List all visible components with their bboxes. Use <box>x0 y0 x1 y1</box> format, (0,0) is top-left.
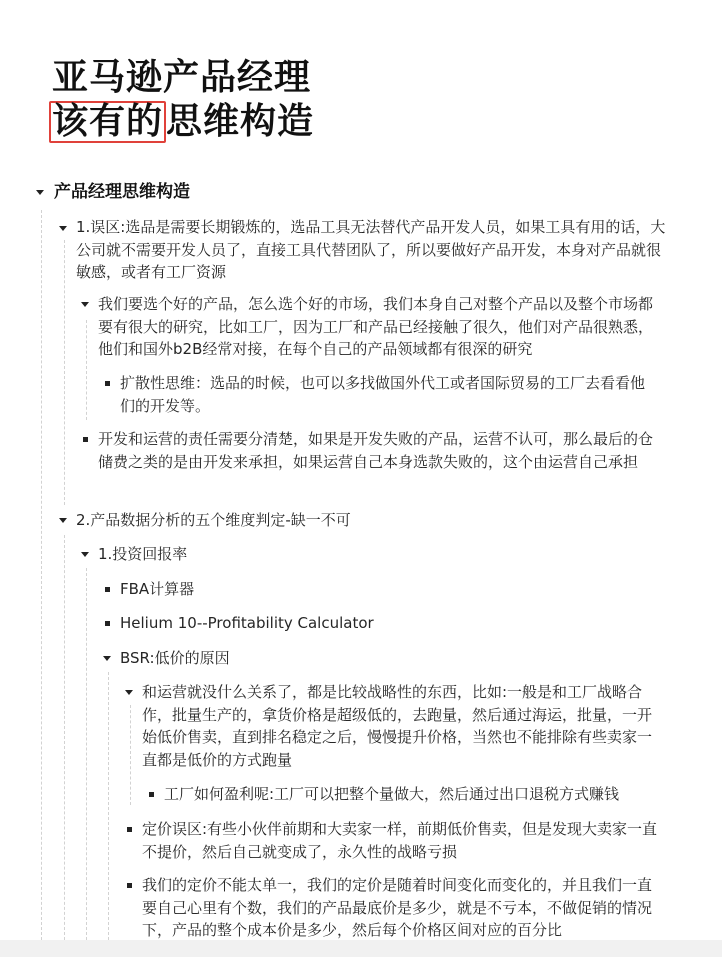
outline-item <box>142 874 658 942</box>
outline-text: 1.误区:选品是需要长期锻炼的，选品工具无法替代产品开发人员，如果工具有用的话，大公司就不需要开发人员了，直接工具代替团队了，所以要做好产品开发，本身对产品就很敏感，或者有工厂资源 <box>76 218 666 281</box>
collapse-toggle-icon[interactable] <box>81 552 89 557</box>
indent-guide <box>86 320 87 420</box>
collapse-toggle-icon[interactable] <box>59 518 67 523</box>
outline-text: 我们的定价不能太单一，我们的定价是随着时间变化而变化的，并且我们一直要自己心里有个数，我们的产品最底价是多少，就是不亏本，不做促销的情况下，产品的整个成本价是多少，然后每个价格区间对应的百分比 <box>142 876 653 939</box>
bottom-scroll-bar[interactable] <box>0 940 722 957</box>
bullet-icon <box>149 792 154 797</box>
outline-item <box>120 372 658 417</box>
outline-text: 工厂如何盈利呢:工厂可以把整个量做大，然后通过出口退税方式赚钱 <box>164 785 620 803</box>
collapse-toggle-icon[interactable] <box>103 656 111 661</box>
indent-guide <box>64 240 65 505</box>
title-line-2-rest: 思维构造 <box>166 101 315 142</box>
outline-item <box>98 293 664 361</box>
outline-text: 产品经理思维构造 <box>54 182 190 202</box>
outline-item <box>120 647 658 670</box>
outline-item <box>76 216 666 284</box>
bullet-icon <box>105 621 110 626</box>
outline-item <box>142 681 658 771</box>
page-title <box>52 56 314 144</box>
outline-text: 1.投资回报率 <box>98 545 188 563</box>
bullet-icon <box>105 381 110 386</box>
outline-item <box>120 578 658 601</box>
outline-item <box>120 612 658 635</box>
outline-text: 扩散性思维：选品的时候，也可以多找做国外代工或者国际贸易的工厂去看看他们的开发等。 <box>120 374 646 415</box>
indent-guide <box>86 568 87 940</box>
outline-text: 开发和运营的责任需要分清楚，如果是开发失败的产品，运营不认可，那么最后的仓储费之类的是由开发来承担，如果运营自己本身选款失败的，这个由运营自己承担 <box>98 430 654 471</box>
collapse-toggle-icon[interactable] <box>36 190 44 195</box>
indent-guide <box>130 705 131 805</box>
outline-text: 定价误区:有些小伙伴前期和大卖家一样，前期低价售卖，但是发现大卖家一直不提价，然后自己就变成了，永久性的战略亏损 <box>142 820 658 861</box>
indent-guide <box>64 535 65 940</box>
bullet-icon <box>83 437 88 442</box>
outline-heading <box>54 181 694 204</box>
collapse-toggle-icon[interactable] <box>81 302 89 307</box>
outline-text: FBA计算器 <box>120 580 195 598</box>
indent-guide <box>108 672 109 940</box>
outline-item <box>98 428 664 473</box>
outline-item <box>164 783 694 806</box>
outline-text: 2.产品数据分析的五个维度判定-缺一不可 <box>76 511 351 529</box>
title-highlight: 该有的 <box>49 101 166 143</box>
collapse-toggle-icon[interactable] <box>125 690 133 695</box>
indent-guide <box>41 210 42 940</box>
outline-item <box>76 509 666 532</box>
collapse-toggle-icon[interactable] <box>59 226 67 231</box>
bullet-icon <box>127 883 132 888</box>
outline-text: 和运营就没什么关系了，都是比较战略性的东西，比如:一般是和工厂战略合作，批量生产的，拿货价格是超级低的，去跑量，然后通过海运，批量，一开始低价售卖，直到排名稳定之后，慢慢提升价格，当然也不能排除有些卖家一直都是低价的方式跑量 <box>142 683 653 769</box>
outline-text: Helium 10--Profitability Calculator <box>120 614 374 632</box>
title-line-2 <box>52 100 314 144</box>
bullet-icon <box>127 827 132 832</box>
outline-item <box>98 543 664 566</box>
outline-item <box>142 818 658 863</box>
outline-text: 我们要选个好的产品，怎么选个好的市场，我们本身自己对整个产品以及整个市场都要有很大的研究，比如工厂，因为工厂和产品已经接触了很久，他们对产品很熟悉，他们和国外b2B经常对接，在每个自己的产品领域都有很深的研究 <box>98 295 654 358</box>
bullet-icon <box>105 587 110 592</box>
title-line-1: 亚马逊产品经理 <box>52 57 312 98</box>
outline-text: BSR:低价的原因 <box>120 649 230 667</box>
